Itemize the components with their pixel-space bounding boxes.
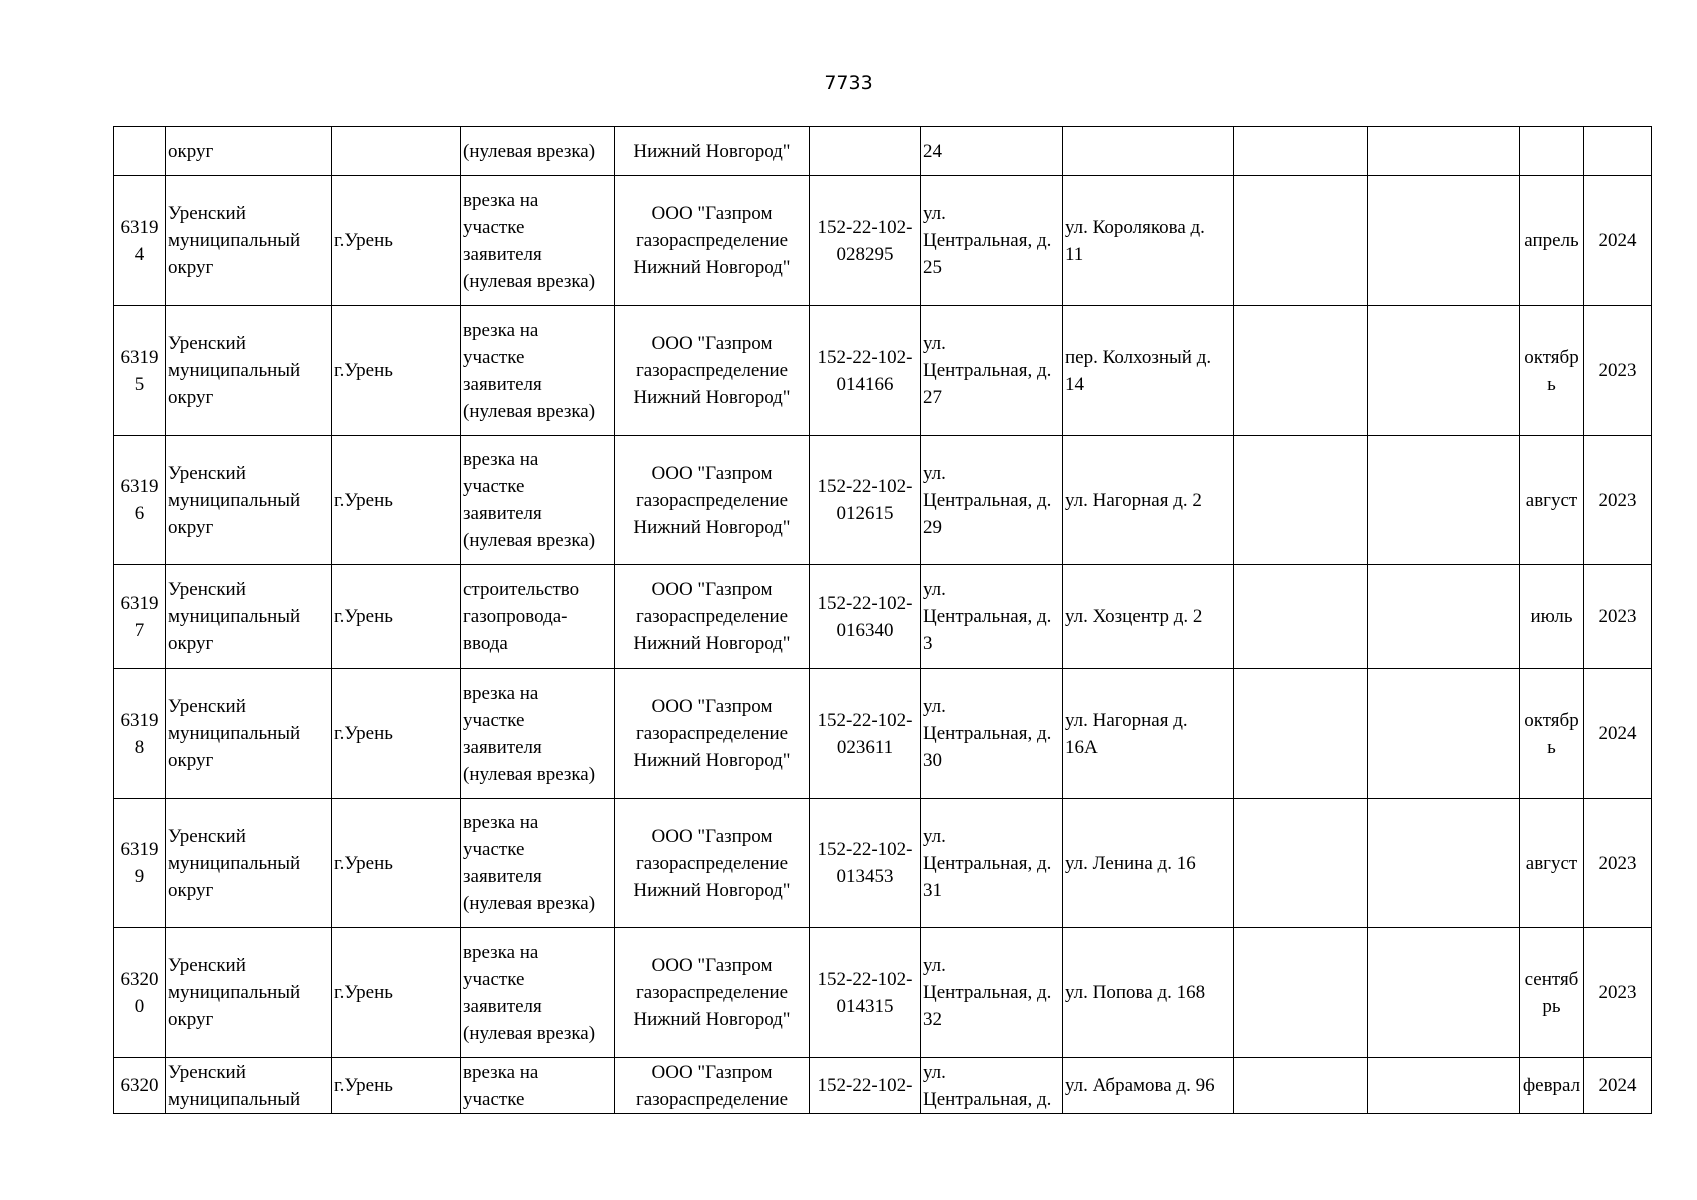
cell-code-line: 016340: [836, 619, 894, 641]
cell-district-line: Уренский: [168, 696, 246, 717]
cell-work-type: [461, 565, 615, 669]
cell-work-type: [461, 306, 615, 436]
cell-street: [921, 799, 1063, 928]
cell-number-line: 6319: [120, 592, 159, 614]
cell-empty: [1368, 127, 1520, 176]
cell-district-line: муниципальный: [168, 230, 301, 251]
cell-empty: [1234, 799, 1368, 928]
cell-work-type-line: (нулевая врезка): [463, 893, 596, 914]
cell-year: 2023: [1584, 928, 1652, 1058]
cell-address-line: ул. Абрамова д. 96: [1065, 1075, 1215, 1096]
cell-organization-line: ООО "Газпром: [651, 203, 773, 224]
cell-month: [1520, 565, 1584, 669]
cell-street-line: Центральная, д.: [923, 852, 1052, 874]
cell-month-line: август: [1525, 489, 1578, 511]
cell-district-line: Уренский: [168, 825, 246, 847]
cell-year: 2024: [1584, 669, 1652, 799]
cell-address-line: ул. Ленина д. 16: [1065, 852, 1196, 874]
cell-street-line: ул.: [923, 955, 946, 976]
cell-code-line: 152-22-102-: [817, 346, 913, 368]
cell-organization: [615, 799, 810, 928]
cell-code: [810, 306, 921, 436]
cell-city: г.Урень: [332, 436, 461, 565]
cell-code-line: 152-22-102-: [817, 839, 913, 860]
cell-year: 2023: [1584, 565, 1652, 669]
cell-street-line: 29: [923, 516, 942, 538]
cell-month-line: феврал: [1522, 1075, 1581, 1096]
cell-code: [810, 928, 921, 1058]
cell-address: [1063, 565, 1234, 669]
cell-empty: [1234, 127, 1368, 176]
cell-code: [810, 436, 921, 565]
cell-organization: [615, 176, 810, 306]
cell-city: г.Урень: [332, 799, 461, 928]
cell-work-type: [461, 669, 615, 799]
cell-number-line: 5: [134, 373, 145, 395]
cell-work-type-line: врезка на: [463, 189, 539, 211]
cell-city: г.Урень: [332, 1058, 461, 1114]
cell-organization-line: газораспределение: [635, 982, 789, 1003]
cell-number: [114, 669, 166, 799]
cell-district-line: Уренский: [168, 462, 246, 484]
cell-city: г.Урень: [332, 565, 461, 669]
cell-month-line: рь: [1542, 995, 1561, 1017]
cell-work-type-line: врезка на: [463, 682, 539, 704]
cell-district-line: округ: [168, 516, 214, 538]
cell-number: [114, 306, 166, 436]
cell-street-line: 31: [923, 879, 942, 901]
cell-organization-line: ООО "Газпром: [651, 955, 773, 976]
cell-street-line: Центральная, д.: [923, 606, 1052, 627]
cell-number: [114, 436, 166, 565]
cell-empty: [1234, 436, 1368, 565]
registry-table: [113, 126, 1652, 1114]
cell-street-line: ул.: [923, 696, 946, 717]
cell-street-line: ул.: [923, 579, 946, 600]
cell-month: [1520, 127, 1584, 176]
cell-year: 2023: [1584, 436, 1652, 565]
cell-work-type-line: заявителя: [463, 866, 542, 887]
cell-organization: [615, 436, 810, 565]
cell-organization-line: ООО "Газпром: [651, 333, 773, 354]
table-row: [114, 565, 1652, 669]
cell-street: [921, 176, 1063, 306]
cell-organization-line: ООО "Газпром: [651, 462, 773, 484]
cell-address: [1063, 127, 1234, 176]
cell-city: г.Урень: [332, 669, 461, 799]
cell-street-line: 25: [923, 257, 942, 278]
cell-district-line: муниципальный: [168, 1088, 301, 1110]
cell-work-type: [461, 1058, 615, 1114]
table-row: [114, 799, 1652, 928]
cell-district-line: Уренский: [168, 1061, 246, 1083]
cell-address: [1063, 669, 1234, 799]
cell-work-type-line: заявителя: [463, 736, 542, 758]
cell-year: 2023: [1584, 799, 1652, 928]
cell-district-line: округ: [168, 633, 214, 654]
cell-number: [114, 1058, 166, 1114]
cell-address: [1063, 928, 1234, 1058]
cell-code: [810, 176, 921, 306]
cell-city: г.Урень: [332, 928, 461, 1058]
cell-organization-line: газораспределение: [635, 852, 789, 874]
cell-number: [114, 928, 166, 1058]
cell-organization-line: газораспределение: [635, 1088, 789, 1110]
cell-code-line: 152-22-102-: [817, 1075, 913, 1096]
cell-month-line: сентяб: [1524, 968, 1579, 990]
cell-month: [1520, 928, 1584, 1058]
cell-district-line: округ: [168, 750, 214, 771]
cell-code: [810, 565, 921, 669]
cell-work-type-line: участке: [463, 709, 525, 731]
cell-empty: [1234, 565, 1368, 669]
cell-street: [921, 669, 1063, 799]
cell-work-type-line: участке: [463, 1088, 525, 1110]
cell-empty: [1368, 176, 1520, 306]
cell-organization-line: Нижний Новгород": [633, 1009, 791, 1030]
cell-number-line: 6320: [120, 968, 159, 990]
cell-organization-line: газораспределение: [635, 360, 789, 381]
cell-number-line: 4: [134, 243, 145, 265]
cell-organization-line: Нижний Новгород": [633, 633, 791, 654]
cell-work-type: [461, 436, 615, 565]
cell-work-type-line: (нулевая врезка): [463, 530, 596, 551]
cell-street: [921, 565, 1063, 669]
cell-street-line: 27: [923, 387, 942, 408]
cell-district: [166, 176, 332, 306]
cell-work-type-line: участке: [463, 476, 525, 497]
cell-district-line: округ: [168, 257, 214, 278]
cell-number-line: 0: [134, 995, 145, 1017]
cell-number-line: 6319: [120, 216, 159, 238]
cell-empty: [1368, 1058, 1520, 1114]
cell-number-line: 6319: [120, 476, 159, 497]
cell-street-line: Центральная, д.: [923, 360, 1052, 381]
table-row: [114, 436, 1652, 565]
cell-organization-line: Нижний Новгород": [633, 516, 791, 538]
cell-code-line: 014166: [836, 373, 894, 395]
cell-year: [1584, 127, 1652, 176]
cell-address-line: ул. Нагорная д.: [1065, 709, 1188, 731]
cell-code: [810, 1058, 921, 1114]
cell-work-type-line: (нулевая врезка): [463, 1022, 596, 1044]
cell-work-type-line: газопровода-: [463, 606, 568, 627]
cell-organization-line: Нижний Новгород": [633, 750, 791, 771]
cell-address-line: ул. Нагорная д. 2: [1065, 489, 1202, 511]
cell-work-type-line: врезка на: [463, 449, 539, 470]
cell-address-line: ул. Попова д. 168: [1065, 982, 1206, 1003]
cell-number: [114, 127, 166, 176]
cell-work-type-line: участке: [463, 346, 525, 368]
cell-street-line: Центральная, д.: [923, 723, 1052, 744]
table-row: [114, 306, 1652, 436]
cell-district: [166, 799, 332, 928]
cell-month-line: июль: [1530, 606, 1573, 627]
cell-month-line: август: [1525, 852, 1578, 874]
cell-month: [1520, 1058, 1584, 1114]
cell-street: [921, 1058, 1063, 1114]
cell-street-line: ул.: [923, 825, 946, 847]
cell-code-line: 012615: [836, 503, 894, 524]
cell-empty: [1234, 176, 1368, 306]
cell-code-line: 152-22-102-: [817, 968, 913, 990]
cell-address-line: пер. Колхозный д.: [1065, 346, 1212, 368]
cell-work-type-line: участке: [463, 216, 525, 238]
cell-street-line: 3: [923, 633, 933, 654]
cell-code-line: 028295: [836, 243, 894, 265]
cell-organization-line: газораспределение: [635, 489, 789, 511]
cell-street: 24: [921, 127, 1063, 176]
cell-work-type-line: (нулевая врезка): [463, 400, 596, 422]
cell-work-type-line: заявителя: [463, 373, 542, 395]
cell-number-line: 6319: [120, 346, 159, 368]
cell-month-line: ь: [1547, 373, 1556, 395]
cell-organization-line: Нижний Новгород": [633, 387, 791, 408]
cell-work-type: [461, 928, 615, 1058]
table-row: [114, 176, 1652, 306]
table-row: [114, 928, 1652, 1058]
cell-district-line: Уренский: [168, 955, 246, 976]
cell-work-type-line: участке: [463, 839, 525, 860]
cell-work-type-line: (нулевая врезка): [463, 270, 596, 292]
cell-street-line: ул.: [923, 1061, 946, 1083]
cell-district-line: округ: [168, 387, 214, 408]
cell-year: 2023: [1584, 306, 1652, 436]
cell-number-line: 6319: [120, 839, 159, 860]
cell-organization: [615, 565, 810, 669]
cell-empty: [1368, 799, 1520, 928]
cell-number-line: 8: [134, 736, 145, 758]
cell-organization: [615, 928, 810, 1058]
cell-organization-line: Нижний Новгород": [633, 257, 791, 278]
cell-district-line: муниципальный: [168, 489, 301, 511]
cell-street-line: Центральная, д.: [923, 230, 1052, 251]
cell-city: [332, 127, 461, 176]
cell-address-line: 11: [1065, 243, 1084, 265]
cell-organization-line: газораспределение: [635, 723, 789, 744]
cell-address-line: 14: [1065, 373, 1084, 395]
cell-street-line: 30: [923, 750, 942, 771]
cell-work-type-line: врезка на: [463, 812, 539, 833]
cell-code: [810, 127, 921, 176]
cell-address: [1063, 436, 1234, 565]
cell-address-line: 16А: [1065, 736, 1098, 758]
page-number: 7733: [824, 72, 873, 94]
cell-month: [1520, 799, 1584, 928]
table-row-continued: [114, 127, 1652, 176]
cell-number-line: 6320: [120, 1075, 159, 1096]
cell-address: [1063, 306, 1234, 436]
cell-district-line: муниципальный: [168, 852, 301, 874]
cell-work-type: [461, 176, 615, 306]
cell-street-line: ул.: [923, 203, 946, 224]
cell-empty: [1368, 306, 1520, 436]
cell-code: [810, 799, 921, 928]
cell-number-line: 7: [134, 619, 145, 641]
cell-street: [921, 306, 1063, 436]
cell-organization-line: газораспределение: [635, 230, 789, 251]
cell-organization: [615, 306, 810, 436]
cell-empty: [1368, 565, 1520, 669]
cell-organization: [615, 1058, 810, 1114]
cell-address: [1063, 1058, 1234, 1114]
cell-empty: [1234, 1058, 1368, 1114]
cell-empty: [1234, 928, 1368, 1058]
cell-empty: [1368, 928, 1520, 1058]
cell-district: [166, 928, 332, 1058]
cell-organization: Нижний Новгород": [615, 127, 810, 176]
cell-number: [114, 799, 166, 928]
cell-organization-line: ООО "Газпром: [651, 579, 773, 600]
cell-month: [1520, 669, 1584, 799]
cell-organization-line: Нижний Новгород": [633, 879, 791, 901]
cell-code-line: 023611: [836, 736, 894, 758]
cell-address: [1063, 176, 1234, 306]
cell-work-type-line: заявителя: [463, 243, 542, 265]
cell-work-type-line: врезка на: [463, 319, 539, 341]
cell-district-line: муниципальный: [168, 723, 301, 744]
cell-district: [166, 1058, 332, 1114]
cell-street-line: Центральная, д.: [923, 1088, 1052, 1110]
cell-empty: [1368, 436, 1520, 565]
cell-district-line: Уренский: [168, 333, 246, 354]
cell-year: 2024: [1584, 176, 1652, 306]
cell-month-line: апрель: [1524, 230, 1579, 251]
cell-month-line: октябр: [1524, 346, 1579, 368]
cell-number-line: 9: [134, 866, 145, 887]
cell-number-line: 6: [134, 503, 145, 524]
cell-work-type-line: участке: [463, 968, 525, 990]
cell-month: [1520, 306, 1584, 436]
cell-work-type-line: заявителя: [463, 503, 542, 524]
cell-number: [114, 176, 166, 306]
cell-street-line: Центральная, д.: [923, 489, 1052, 511]
cell-city: г.Урень: [332, 176, 461, 306]
cell-code-line: 152-22-102-: [817, 476, 913, 497]
cell-work-type-line: ввода: [463, 633, 508, 654]
cell-street-line: ул.: [923, 462, 946, 484]
cell-work-type-line: врезка на: [463, 1061, 539, 1083]
table-row: [114, 1058, 1652, 1114]
cell-work-type-line: (нулевая врезка): [463, 763, 596, 785]
cell-organization: [615, 669, 810, 799]
cell-organization-line: ООО "Газпром: [651, 1061, 773, 1083]
cell-empty: [1368, 669, 1520, 799]
cell-month: [1520, 176, 1584, 306]
cell-district: [166, 669, 332, 799]
cell-district-line: Уренский: [168, 203, 246, 224]
cell-code: [810, 669, 921, 799]
cell-city: г.Урень: [332, 306, 461, 436]
cell-street: [921, 928, 1063, 1058]
cell-street-line: 32: [923, 1009, 942, 1030]
cell-organization-line: ООО "Газпром: [651, 825, 773, 847]
cell-district: [166, 565, 332, 669]
cell-organization-line: газораспределение: [635, 606, 789, 627]
cell-street: [921, 436, 1063, 565]
cell-district: округ: [166, 127, 332, 176]
cell-year: 2024: [1584, 1058, 1652, 1114]
cell-district-line: Уренский: [168, 579, 246, 600]
cell-district: [166, 436, 332, 565]
cell-address: [1063, 799, 1234, 928]
cell-organization-line: ООО "Газпром: [651, 696, 773, 717]
cell-month-line: ь: [1547, 736, 1556, 758]
cell-district-line: муниципальный: [168, 606, 301, 627]
cell-district-line: округ: [168, 879, 214, 901]
cell-work-type: [461, 799, 615, 928]
cell-district: [166, 306, 332, 436]
cell-code-line: 014315: [836, 995, 894, 1017]
cell-empty: [1234, 669, 1368, 799]
cell-work-type-line: врезка на: [463, 941, 539, 963]
cell-work-type: (нулевая врезка): [461, 127, 615, 176]
cell-code-line: 152-22-102-: [817, 709, 913, 731]
cell-month-line: октябр: [1524, 709, 1579, 731]
cell-district-line: муниципальный: [168, 360, 301, 381]
cell-empty: [1234, 306, 1368, 436]
cell-street-line: ул.: [923, 333, 946, 354]
table-row: [114, 669, 1652, 799]
cell-street-line: Центральная, д.: [923, 982, 1052, 1003]
cell-number-line: 6319: [120, 709, 159, 731]
cell-address-line: ул. Хозцентр д. 2: [1065, 606, 1203, 627]
cell-work-type-line: строительство: [463, 579, 580, 600]
cell-district-line: муниципальный: [168, 982, 301, 1003]
cell-work-type-line: заявителя: [463, 995, 542, 1017]
cell-month: [1520, 436, 1584, 565]
cell-address-line: ул. Королякова д.: [1065, 216, 1205, 238]
cell-code-line: 152-22-102-: [817, 216, 913, 238]
cell-code-line: 152-22-102-: [817, 592, 913, 614]
cell-district-line: округ: [168, 1009, 214, 1030]
cell-code-line: 013453: [836, 866, 894, 887]
cell-number: [114, 565, 166, 669]
